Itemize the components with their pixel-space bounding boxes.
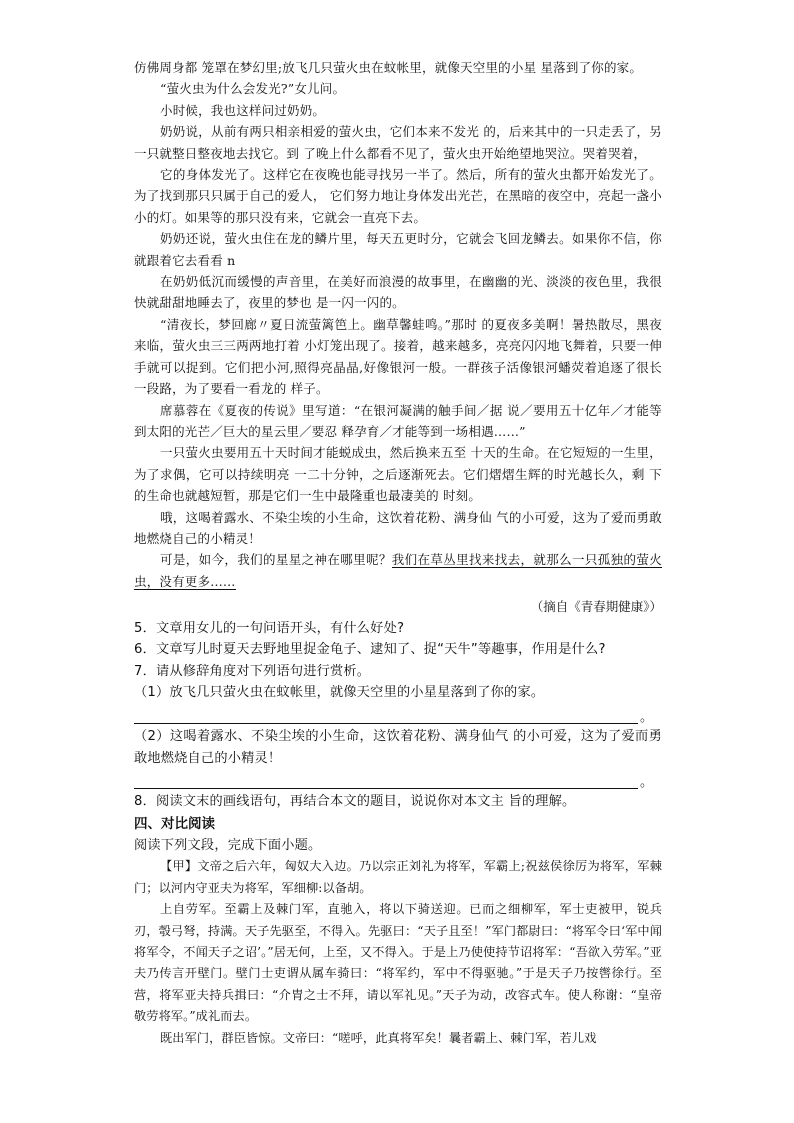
classical-paragraph: 上自劳军。至霸上及棘门军，直驰入，将以下骑送迎。已而之细柳军，军士吏被甲，锐兵刃，彀弓弩，持满。天子先驱至，不得入。先驱曰：“天子且至！”军门都尉曰：“将军令曰‘军中闻将军令，不闻天子之诏’。”居无何，上至，又不得入。于是上乃使使持节诏将军：“吾欲入劳军。”亚夫乃传言开壁门。壁门士吏谓从属车骑曰：“将军约，军中不得驱驰。”于是天子乃按辔徐行。至营，将军亚夫持兵揖曰：“介胄之士不拜，请以军礼见。”天子为动，改容式车。使人称谢：“皇帝敬劳将军。”成礼而去。 [134, 902, 662, 1024]
answer-line-7-1[interactable] [134, 704, 662, 724]
question-6: 6．文章写儿时夏天去野地里捉金龟子、逮知了、捉“天牛”等趣事，作用是什么? [134, 642, 606, 658]
passage-paragraph: 哦，这喝着露水、不染尘埃的小生命，这饮着花粉、满身仙 气的小可爱，这为了爱而勇敢地燃烧自己的小精灵！ [134, 509, 662, 546]
passage-paragraph: “萤火虫为什么会发光?”女儿问。 [160, 81, 346, 97]
passage-paragraph: 席慕蓉在《夏夜的传说》里写道：“在银河凝满的触手间／据 说／要用五十亿年／才能等到太阳的光芒／巨大的星云里／要忍 释孕育／才能等到一场相遇……” [134, 402, 662, 439]
question-8: 8．阅读文末的画线语句，再结合本文的题目，说说你对本文主 旨的理解。 [134, 794, 576, 810]
passage-paragraph: “清夜长，梦回廊〃夏日流萤篱笆上。幽草馨蛙鸣。”那时 的夏夜多美啊！暑热散尽，黑夜来临，萤火虫三三两两地打着 小灯笼出现了。接着，越来越多，亮亮闪闪地飞舞着，只要一伸 手就可以捉到。它们把小河,照得亮晶晶,好像银河一般。一群孩子活像银河蟠荧着追逐了很长一段路，为了要看一看龙的 样子。 [134, 316, 662, 397]
passage-paragraph: 仿佛周身都 笼罩在梦幻里;放飞几只萤火虫在蚊帐里，就像天空里的小星 星落到了你的家。 [134, 60, 643, 75]
final-question-text: 可是，如今，我们的星星之神在哪里呢？ [160, 552, 392, 568]
passage-paragraph: 小时候，我也这样问过奶奶。 [160, 102, 326, 118]
question-7-item-2: （2）这喝着露水、不染尘埃的小生命，这饮着花粉、满身仙气 的小可爱，这为了爱而勇敢地燃烧自己的小精灵！ [134, 728, 662, 766]
question-7-item-1: （1）放飞几只萤火虫在蚊帐里，就像天空里的小星星落到了你的家。 [134, 685, 545, 701]
question-5: 5．文章用女儿的一句问语开头，有什么好处? [134, 620, 405, 636]
passage-paragraph: 在奶奶低沉而缓慢的声音里，在美好而浪漫的故事里，在幽幽的光、淡淡的夜色里，我很快就甜甜地睡去了，夜里的梦也 是一闪一闪的。 [134, 274, 662, 311]
section-heading: 四、对比阅读 [134, 815, 215, 832]
section-instruction: 阅读下列文段，完成下面小题。 [134, 837, 322, 853]
classical-paragraph: 既出军门，群臣皆惊。文帝曰：“嗟呼，此真将军矣！曩者霸上、棘门军，若儿戏 [160, 1030, 597, 1045]
answer-period: 。 [640, 775, 654, 791]
passage-paragraph: 一只萤火虫要用五十天时间才能蜕成虫，然后换来五至 十天的生命。在它短短的一生里，为了求偶，它可以持续明亮 一二十分钟，之后逐渐死去。它们熠熠生辉的时光越长久，剩 下的生命也就越短暂，那是它们一生中最隆重也最凄美的 时刻。 [134, 445, 662, 504]
passage-source: （摘自《青春期健康》） [530, 599, 662, 615]
passage-paragraph-final [134, 549, 662, 592]
passage-paragraph: 它的身体发光了。这样它在夜晚也能寻找另一半了。然后，所有的萤火虫都开始发光了。为了找到那只只属于自己的爱人， 它们努力地让身体发出光芒，在黑暗的夜空中，亮起一盏小小的灯。如果等的那只没有来，它就会一直亮下去。 [134, 167, 662, 225]
passage-paragraph: 奶奶说，从前有两只相亲相爱的萤火虫，它们本来不发光 的，后来其中的一只走丢了，另一只就整日整夜地去找它。到 了晚上什么都看不见了，萤火虫开始绝望地哭泣。哭着哭着， [134, 124, 662, 161]
question-7: 7．请从修辞角度对下列语句进行赏析。 [134, 663, 371, 679]
classical-paragraph: 【甲】文帝之后六年，匈奴大入边。乃以宗正刘礼为将军，军霸上;祝兹侯徐厉为将军，军棘门；以河内守亚夫为将军，军细柳:以备胡。 [134, 859, 662, 895]
page-content [134, 57, 662, 1049]
underlined-sentence: 我们在草丛里找来找去，就那么一只孤独的萤火虫，没有更多…… [134, 552, 663, 589]
answer-blank[interactable] [134, 776, 638, 789]
answer-blank[interactable] [134, 711, 638, 724]
answer-line-7-2[interactable] [134, 769, 662, 789]
answer-period: 。 [640, 709, 654, 725]
passage-paragraph: 奶奶还说，萤火虫住在龙的鳞片里，每天五更时分，它就会飞回龙鳞去。如果你不信，你就跟着它去看看 n [134, 231, 662, 268]
